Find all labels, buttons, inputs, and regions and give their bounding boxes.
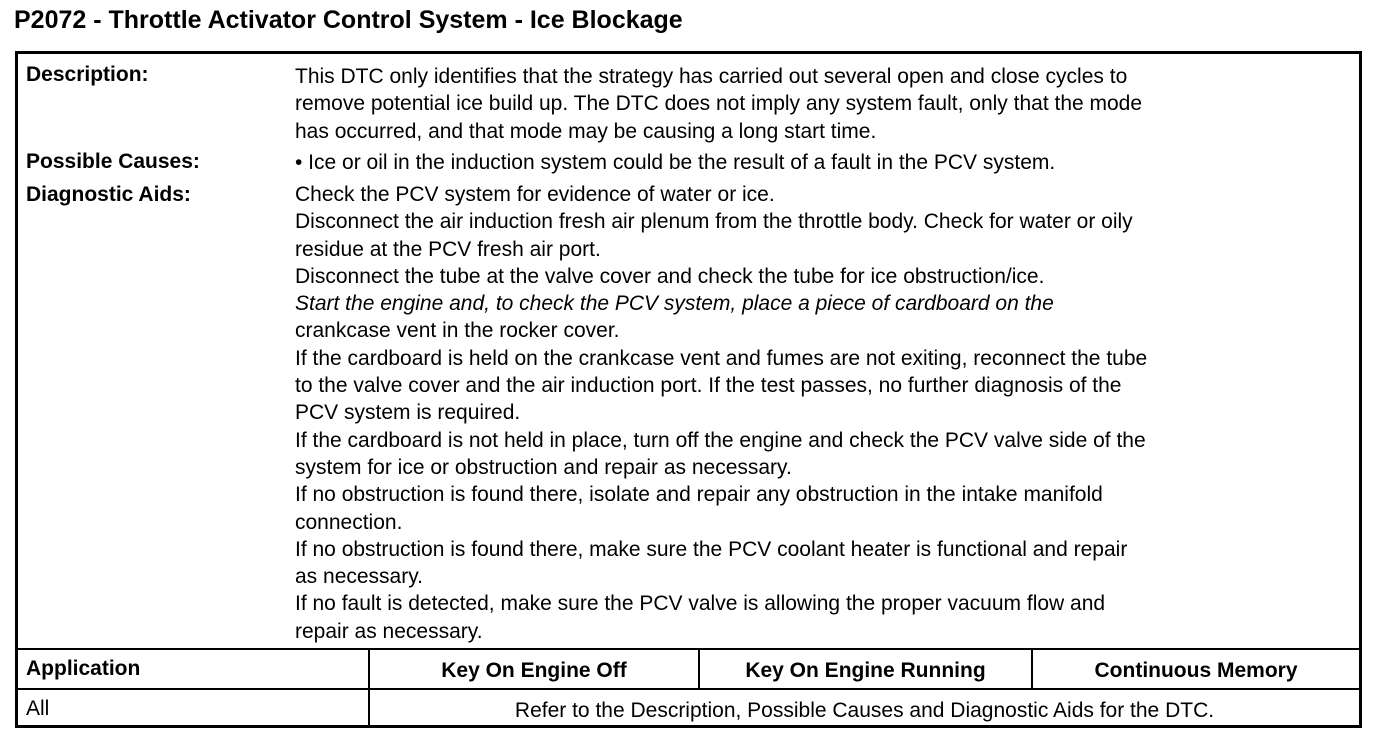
diagnostic-aid-line: Check the PCV system for evidence of water or ice. <box>295 183 775 206</box>
page-title: P2072 - Throttle Activator Control System - Ice Blockage <box>14 6 683 34</box>
diagnostic-aid-line: crankcase vent in the rocker cover. <box>295 319 620 343</box>
row-application-value: All <box>26 697 50 720</box>
diagnostic-aid-line: as necessary. <box>295 565 423 589</box>
diagnostic-aid-line: If no obstruction is found there, make sure the PCV coolant heater is functional and repair <box>295 537 1128 561</box>
diagnostic-aid-line: If no fault is detected, make sure the PCV valve is allowing the proper vacuum flow and <box>295 592 1106 616</box>
diagnostic-aid-line: Disconnect the air induction fresh air plenum from the throttle body. Check for water or oily <box>295 210 1133 234</box>
row-refer-note: Refer to the Description, Possible Causes and Diagnostic Aids for the DTC. <box>514 699 1215 722</box>
diagnostic-aid-line: system for ice or obstruction and repair as necessary. <box>295 455 792 479</box>
diagnostic-aid-line: If no obstruction is found there, isolate and repair any obstruction in the intake manifold <box>295 483 1103 507</box>
description-line: This DTC only identifies that the strategy has carried out several open and close cycles to <box>295 65 1128 88</box>
header-key-on-engine-off: Key On Engine Off <box>441 659 627 682</box>
diagnostic-aid-line: repair as necessary. <box>295 619 483 643</box>
possible-cause-item: • Ice or oil in the induction system could be the result of a fault in the PCV system. <box>295 151 1056 174</box>
possible-causes-list <box>295 149 1355 176</box>
diagnostic-aid-line: PCV system is required. <box>295 401 521 425</box>
diagnostic-aid-line: connection. <box>295 510 403 534</box>
dtc-table <box>15 51 1362 728</box>
table-divider <box>18 688 1359 690</box>
diagnostic-aid-line: If the cardboard is not held in place, turn off the engine and check the PCV valve side of the <box>295 428 1146 452</box>
header-continuous-memory: Continuous Memory <box>1094 659 1298 682</box>
diagnostic-aids-text <box>295 181 1355 645</box>
description-line: remove potential ice build up. The DTC does not imply any system fault, only that the mode <box>295 92 1143 116</box>
header-key-on-engine-running: Key On Engine Running <box>745 659 986 682</box>
table-divider <box>18 648 1359 650</box>
diagnostic-aid-line: residue at the PCV fresh air port. <box>295 237 601 261</box>
description-line: has occurred, and that mode may be causing a long start time. <box>295 119 877 143</box>
header-application: Application <box>26 657 141 680</box>
diagnostic-aid-line: If the cardboard is held on the crankcase vent and fumes are not exiting, reconnect the tube <box>295 346 1148 370</box>
possible-causes-label: Possible Causes: <box>26 150 200 173</box>
diagnostic-aid-line: Start the engine and, to check the PCV system, place a piece of cardboard on the <box>295 292 1054 316</box>
description-text <box>295 63 1355 145</box>
diagnostic-aid-line: Disconnect the tube at the valve cover and check the tube for ice obstruction/ice. <box>295 264 1045 288</box>
description-label: Description: <box>26 63 149 86</box>
diagnostic-aid-line: to the valve cover and the air induction port. If the test passes, no further diagnosis of the <box>295 374 1122 398</box>
diagnostic-aids-label: Diagnostic Aids: <box>26 183 191 206</box>
